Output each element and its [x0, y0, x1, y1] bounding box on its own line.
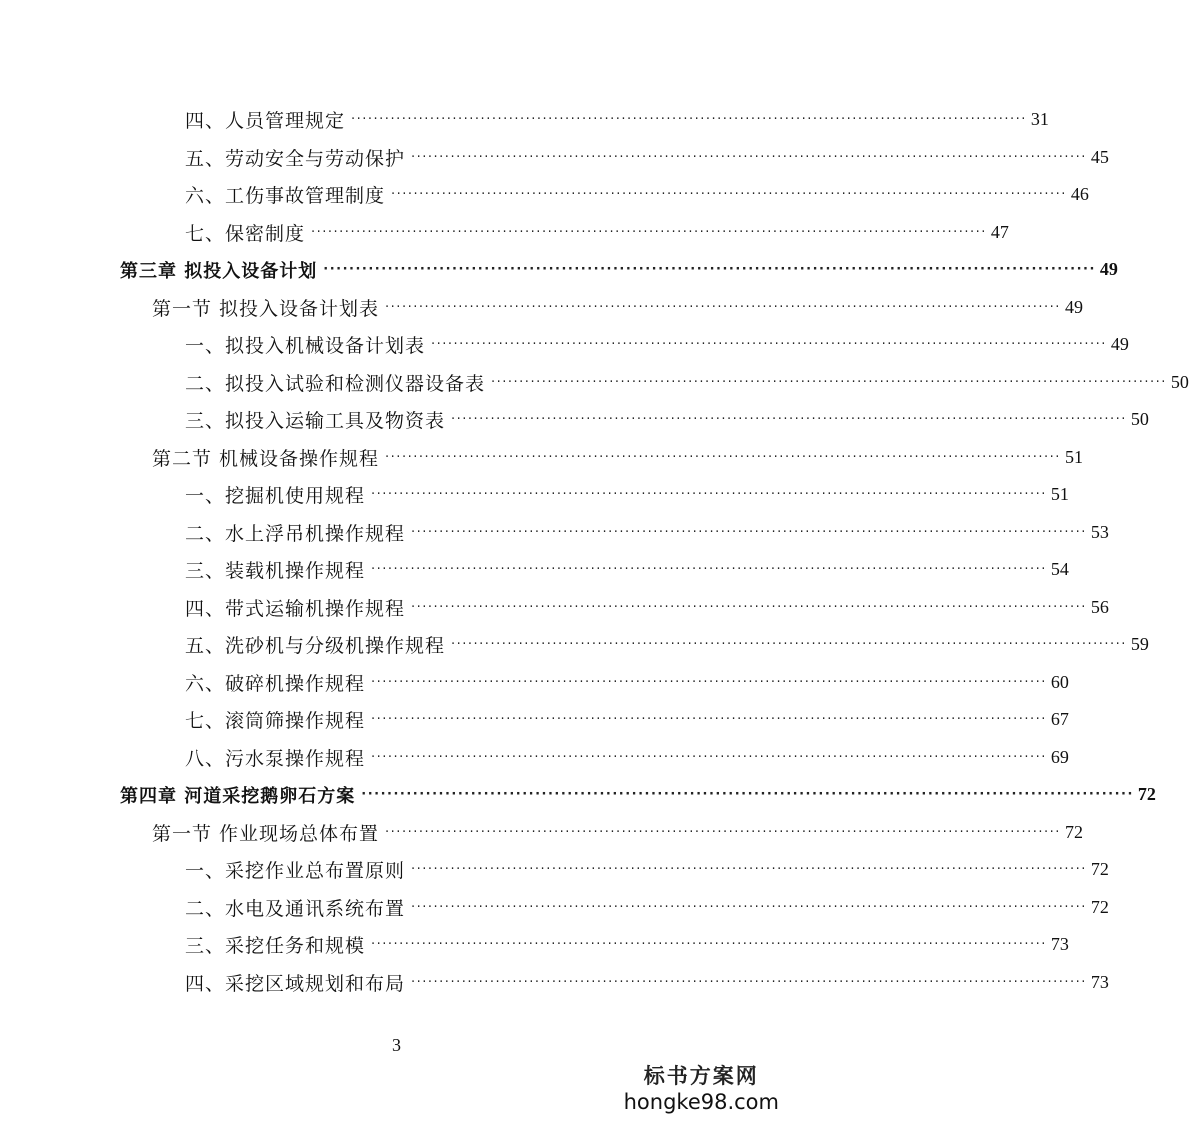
- toc-leader-dots: ························································································································: [385, 824, 1061, 840]
- toc-entry[interactable]: [152, 289, 1083, 326]
- toc-entry-title: 六、工伤事故管理制度: [185, 185, 386, 207]
- toc-entry[interactable]: [185, 214, 1009, 251]
- toc-entry-page: 59: [1130, 634, 1149, 654]
- toc-entry-title: 三、装载机操作规程: [185, 560, 366, 582]
- toc-entry[interactable]: [120, 251, 1118, 288]
- toc-leader-dots: ························································································································: [411, 862, 1087, 877]
- toc-entry-page: 47: [990, 221, 1009, 242]
- toc-entry-title: 第四章 河道采挖鹅卵石方案: [120, 785, 356, 807]
- toc-entry-title: 二、水上浮吊机操作规程: [185, 522, 406, 545]
- toc-entry-page: 54: [1050, 559, 1069, 579]
- watermark-url: hongke98.com: [623, 1090, 779, 1114]
- toc-entry[interactable]: [185, 364, 1189, 401]
- toc-entry-page: 46: [1070, 184, 1089, 204]
- toc-leader-dots: ························································································································: [411, 149, 1087, 165]
- toc-entry-title: 四、人员管理规定: [185, 110, 346, 132]
- toc-entry-page: 50: [1130, 409, 1149, 429]
- toc-entry[interactable]: [185, 476, 1069, 513]
- toc-entry-title: 七、滚筒筛操作规程: [185, 710, 366, 732]
- toc-entry[interactable]: [185, 739, 1069, 776]
- toc-leader-dots: ························································································································: [451, 412, 1127, 427]
- toc-entry-title: 二、拟投入试验和检测仪器设备表: [185, 372, 486, 395]
- toc-entry-title: 七、保密制度: [185, 222, 306, 245]
- toc-entry[interactable]: [152, 814, 1083, 851]
- toc-entry-title: 第一节 拟投入设备计划表: [152, 297, 380, 320]
- page-number: 3: [392, 1035, 401, 1055]
- toc-entry-page: 67: [1050, 709, 1069, 729]
- toc-leader-dots: ························································································································: [323, 262, 1096, 277]
- toc-entry-page: 49: [1110, 334, 1129, 354]
- toc-leader-dots: ························································································································: [385, 449, 1061, 465]
- toc-entry[interactable]: [185, 964, 1109, 1001]
- toc-entry-page: 45: [1090, 146, 1109, 167]
- toc-entry[interactable]: [185, 514, 1109, 551]
- toc-entry[interactable]: [120, 776, 1156, 813]
- toc-entry-title: 第三章 拟投入设备计划: [120, 260, 318, 282]
- watermark-name: 标书方案网: [643, 1063, 759, 1088]
- toc-entry-title: 五、洗砂机与分级机操作规程: [185, 635, 446, 657]
- watermark-logo: [624, 1060, 779, 1114]
- toc-entry-title: 三、采挖任务和规模: [185, 935, 366, 957]
- toc-entry-title: 二、水电及通讯系统布置: [185, 897, 406, 920]
- toc-entry[interactable]: [185, 701, 1069, 738]
- toc-entry[interactable]: [185, 851, 1109, 888]
- toc-leader-dots: ························································································································: [311, 224, 987, 240]
- toc-entry-title: 四、采挖区域规划和布局: [185, 972, 406, 995]
- toc-leader-dots: ························································································································: [351, 112, 1027, 127]
- toc-leader-dots: ························································································································: [391, 187, 1067, 202]
- toc-entry-title: 六、破碎机操作规程: [185, 672, 366, 695]
- toc-leader-dots: ························································································································: [451, 637, 1127, 652]
- toc-entry-page: 72: [1137, 784, 1156, 804]
- toc-entry-page: 72: [1064, 821, 1083, 842]
- toc-entry-page: 53: [1090, 521, 1109, 542]
- toc-leader-dots: ························································································································: [411, 974, 1087, 990]
- toc-entry-page: 72: [1090, 859, 1109, 879]
- toc-entry-title: 八、污水泵操作规程: [185, 747, 366, 770]
- toc-entry[interactable]: [185, 889, 1109, 926]
- toc-entry[interactable]: [185, 551, 1069, 588]
- toc-entry-page: 50: [1170, 371, 1189, 392]
- toc-leader-dots: ························································································································: [411, 599, 1087, 615]
- toc-leader-dots: ························································································································: [385, 299, 1061, 315]
- toc-entry-page: 31: [1030, 109, 1049, 129]
- toc-entry-page: 49: [1099, 259, 1118, 279]
- toc-entry-title: 五、劳动安全与劳动保护: [185, 147, 406, 170]
- toc-entry-title: 三、拟投入运输工具及物资表: [185, 410, 446, 432]
- toc-leader-dots: ························································································································: [371, 562, 1047, 577]
- toc-entry[interactable]: [185, 176, 1089, 213]
- toc-entry-page: 73: [1090, 971, 1109, 992]
- toc-entry-page: 73: [1050, 934, 1069, 954]
- toc-entry[interactable]: [185, 626, 1149, 663]
- toc-entry-page: 49: [1064, 296, 1083, 317]
- toc-entry-title: 第二节 机械设备操作规程: [152, 447, 380, 470]
- toc-leader-dots: ························································································································: [371, 749, 1047, 765]
- toc-entry-page: 69: [1050, 746, 1069, 767]
- toc-leader-dots: ························································································································: [371, 487, 1047, 502]
- toc-entry-page: 51: [1064, 446, 1083, 467]
- toc-entry-title: 一、拟投入机械设备计划表: [185, 335, 426, 357]
- toc-leader-dots: ························································································································: [371, 937, 1047, 952]
- toc-entry-title: 第一节 作业现场总体布置: [152, 822, 380, 845]
- toc-entry-page: 51: [1050, 484, 1069, 504]
- toc-entry[interactable]: [185, 589, 1109, 626]
- toc-entry-page: 56: [1090, 596, 1109, 617]
- toc-entry-title: 四、带式运输机操作规程: [185, 597, 406, 620]
- toc-leader-dots: ························································································································: [411, 524, 1087, 540]
- toc-entry-page: 60: [1050, 671, 1069, 692]
- toc-entry[interactable]: [185, 139, 1109, 176]
- toc-entry[interactable]: [185, 326, 1129, 363]
- toc-entry[interactable]: [185, 401, 1149, 438]
- toc-leader-dots: ························································································································: [411, 899, 1087, 915]
- toc-entry-title: 一、挖掘机使用规程: [185, 485, 366, 507]
- toc-leader-dots: ························································································································: [371, 712, 1047, 727]
- toc-entry[interactable]: [185, 664, 1069, 701]
- toc-entry-title: 一、采挖作业总布置原则: [185, 860, 406, 882]
- toc-entry[interactable]: [185, 926, 1069, 963]
- toc-leader-dots: ························································································································: [361, 787, 1134, 802]
- toc-entry[interactable]: [152, 439, 1083, 476]
- toc-entry[interactable]: [185, 101, 1049, 138]
- toc-leader-dots: ························································································································: [491, 374, 1167, 390]
- toc-leader-dots: ························································································································: [431, 337, 1107, 352]
- toc-entry-page: 72: [1090, 896, 1109, 917]
- toc-leader-dots: ························································································································: [371, 674, 1047, 690]
